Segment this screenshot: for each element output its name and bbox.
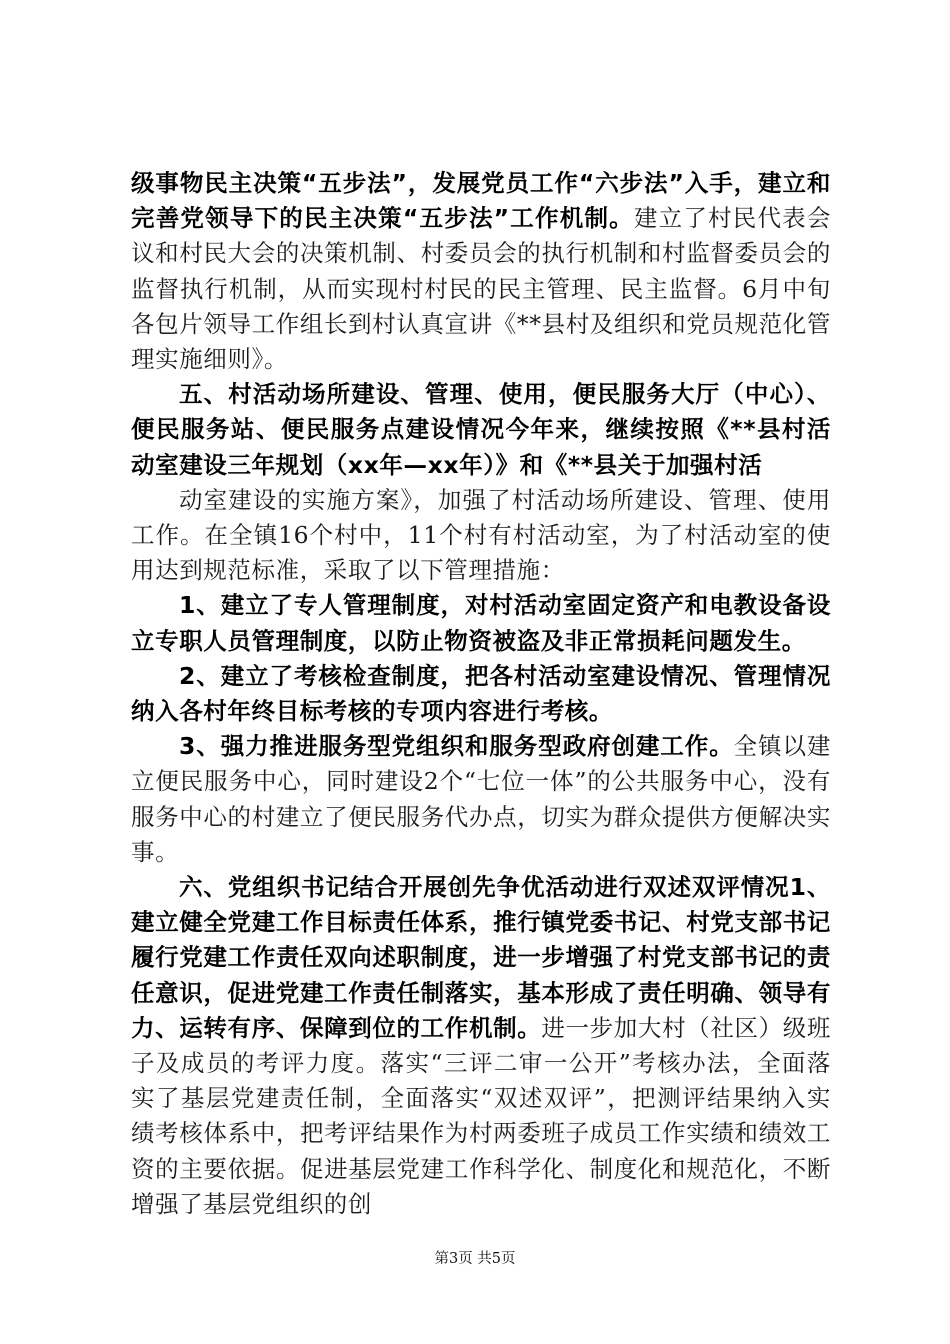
- list-item: 1、建立了专人管理制度，对村活动室固定资产和电教设备设立专职人员管理制度，以防止物资被盗及非正常损耗问题发生。: [131, 591, 831, 655]
- paragraph-text: 级事物民主决策“五步法”，发展党员工作“六步法”入手，建立和完善党领导下的民主决策“五步法”工作机制。: [131, 169, 831, 233]
- paragraph: [131, 166, 831, 377]
- document-body: [131, 166, 831, 1222]
- list-item-body: 全镇以建立便民服务中心，同时建设2个“七位一体”的公共服务中心，没有服务中心的村建立了便民服务代办点，切实为群众提供方便解决实事。: [131, 732, 831, 866]
- list-item: 2、建立了考核检查制度，把各村活动室建设情况、管理情况纳入各村年终目标考核的专项内容进行考核。: [131, 661, 831, 726]
- paragraph: 动室建设的实施方案》，加强了村活动场所建设、管理、使用工作。在全镇16个村中，11个村有村活动室，为了村活动室的使用达到规范标准，采取了以下管理措施：: [131, 485, 831, 585]
- section-heading: 五、村活动场所建设、管理、使用，便民服务大厅（中心）、便民服务站、便民服务点建设情况今年来，继续按照《**县村活动室建设三年规划（xx年—xx年）》和《**县关于加强村活: [131, 380, 831, 479]
- section-heading: [131, 870, 831, 1222]
- paragraph-text: 建立了村民代表会议和村民大会的决策机制、村委员会的执行机制和村监督委员会的监督执行机制，从而实现村村民的民主管理、民主监督。6月中旬各包片领导工作组长到村认真宣讲《**县村及组织和党员规范化管理实施细则》。: [131, 204, 831, 374]
- page-number: 第3页 共5页: [434, 1251, 516, 1267]
- list-item-lead: 3、强力推进服务型党组织和服务型政府创建工作。: [179, 732, 734, 761]
- list-item: [131, 729, 831, 870]
- section-text: 六、党组织书记结合开展创先争优活动进行双述双评情况1、建立健全党建工作目标责任体系，推行镇党委书记、村党支部书记履行党建工作责任双向述职制度，进一步增强了村党支部书记的责任意识，促进党建工作责任制落实，基本形成了责任明确、领导有力、运转有序、保障到位的工作机制。: [131, 873, 831, 1042]
- section-text-continued: 进一步加大村（社区）级班子及成员的考评力度。落实“三评二审一公开”考核办法，全面落实了基层党建责任制，全面落实“双述双评”，把测评结果纳入实绩考核体系中，把考评结果作为村两委班子成员工作实绩和绩效工资的主要依据。促进基层党建工作科学化、制度化和规范化，不断增强了基层党组织的创: [131, 1013, 832, 1218]
